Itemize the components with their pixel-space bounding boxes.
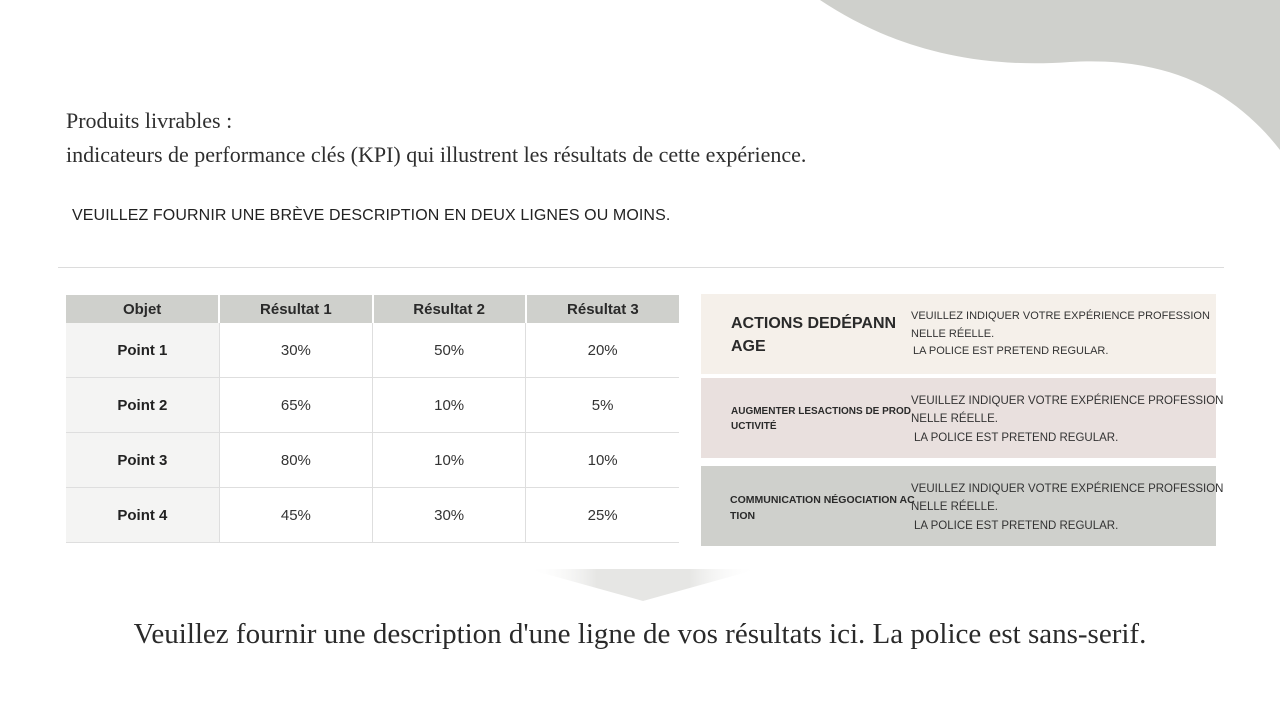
- table-cell: 30%: [219, 323, 372, 378]
- card-note: LA POLICE EST PRETEND REGULAR.: [914, 520, 1119, 532]
- table-cell: 65%: [219, 378, 372, 433]
- table-row: [66, 488, 679, 543]
- card-note: LA POLICE EST PRETEND REGULAR.: [913, 345, 1109, 357]
- card-title: COMMUNICATION NÉGOCIATION ACTION: [730, 494, 915, 522]
- heading-line-2: indicateurs de performance clés (KPI) qui illustrent les résultats de cette expérience.: [66, 142, 807, 167]
- row-label: Point 3: [66, 433, 219, 488]
- action-card-productivity: [701, 378, 1224, 458]
- column-header: Objet: [66, 295, 219, 323]
- table-cell: 10%: [373, 433, 526, 488]
- column-header: Résultat 3: [526, 295, 679, 323]
- table-cell: 80%: [219, 433, 372, 488]
- table-cell: 30%: [373, 488, 526, 543]
- table-row: [66, 433, 679, 488]
- table-cell: 20%: [526, 323, 679, 378]
- table-cell: 25%: [526, 488, 679, 543]
- row-label: Point 2: [66, 378, 219, 433]
- action-card-communication: [701, 466, 1224, 546]
- action-card-troubleshooting: [701, 294, 1216, 374]
- page-heading: [66, 104, 1066, 172]
- table-cell: 10%: [373, 378, 526, 433]
- column-header: Résultat 1: [219, 295, 372, 323]
- table-cell: 5%: [526, 378, 679, 433]
- row-label: Point 1: [66, 323, 219, 378]
- brief-description: VEUILLEZ FOURNIR UNE BRÈVE DESCRIPTION EN DEUX LIGNES OU MOINS.: [72, 207, 671, 224]
- card-description: VEUILLEZ INDIQUER VOTRE EXPÉRIENCE PROFESSIONNELLE RÉELLE.: [911, 395, 1224, 425]
- card-title: AUGMENTER LESACTIONS DE PRODUCTIVITÉ: [731, 406, 912, 432]
- table-row: [66, 323, 679, 378]
- card-note: LA POLICE EST PRETEND REGULAR.: [914, 432, 1119, 444]
- card-description: VEUILLEZ INDIQUER VOTRE EXPÉRIENCE PROFESSIONNELLE RÉELLE.: [911, 483, 1224, 513]
- table-cell: 45%: [219, 488, 372, 543]
- table-row: [66, 378, 679, 433]
- section-divider: [58, 267, 1224, 268]
- card-title: ACTIONS DEDÉPANNAGE: [731, 315, 897, 355]
- row-label: Point 4: [66, 488, 219, 543]
- table-cell: 10%: [526, 433, 679, 488]
- results-summary: Veuillez fournir une description d'une ligne de vos résultats ici. La police est sans-serif.: [133, 618, 1147, 650]
- column-header: Résultat 2: [373, 295, 526, 323]
- card-description: VEUILLEZ INDIQUER VOTRE EXPÉRIENCE PROFESSIONNELLE RÉELLE.: [911, 310, 1210, 340]
- table-cell: 50%: [373, 323, 526, 378]
- down-arrow-icon: [528, 569, 758, 603]
- heading-line-1: Produits livrables :: [66, 108, 233, 133]
- kpi-table: [66, 295, 679, 543]
- table-header-row: [66, 295, 679, 323]
